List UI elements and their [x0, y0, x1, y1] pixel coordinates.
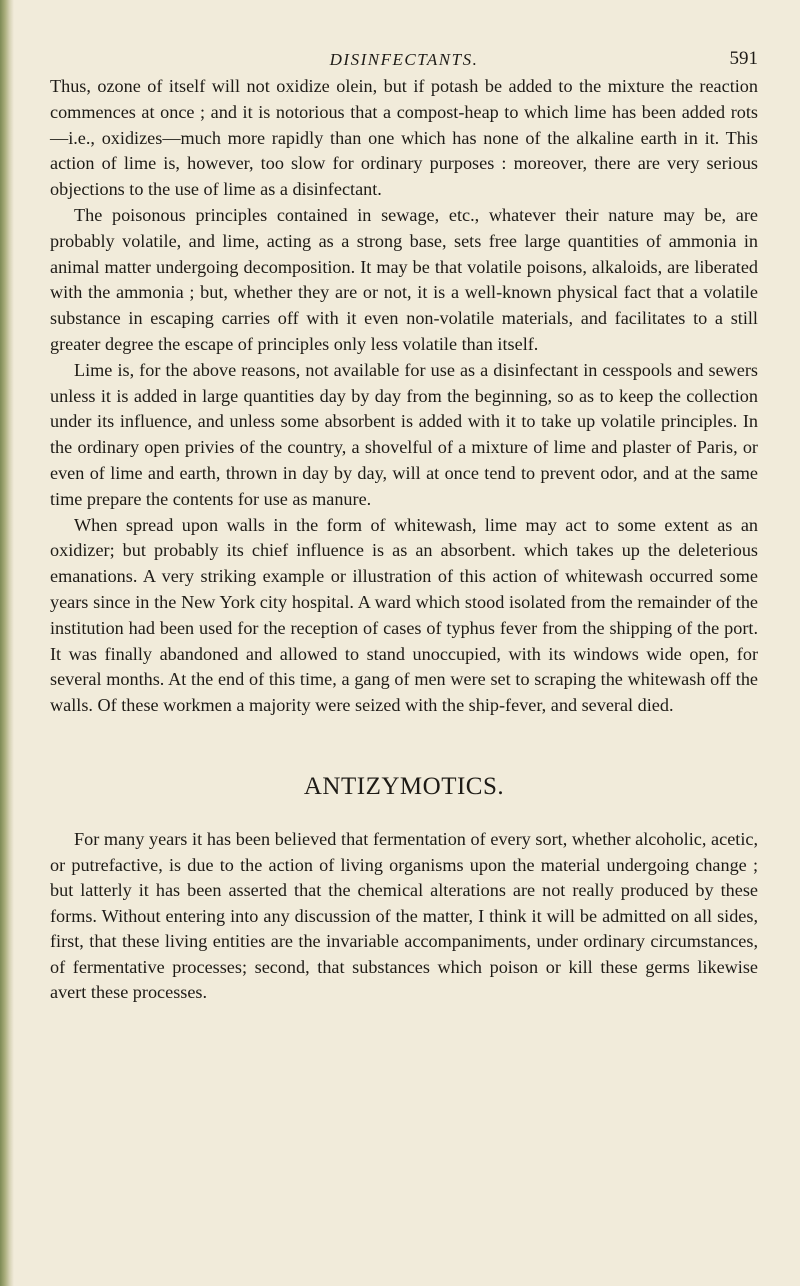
- section-heading: ANTIZYMOTICS.: [303, 772, 505, 800]
- paragraph: When spread upon walls in the form of whitewash, lime may act to some extent as an oxidizer; but probably its chief influence is as an absorbent. which takes up the deleterious emanations. A very striking example or illustration of this action of whitewash occurred some years since in the New York city hospital. A ward which stood isolated from the remainder of the institution had been used for the reception of cases of typhus fever from the shipping of the port. It was finally abandoned and allowed to stand unoccupied, with its windows wide open, for several months. At the end of this time, a gang of men were set to scraping the whitewash off the walls. Of these workmen a majority were seized with the ship-fever, and several died.: [50, 514, 758, 716]
- paragraph: The poisonous principles contained in sewage, etc., whatever their nature may be, are probably volatile, and lime, acting as a strong base, sets free large quantities of ammonia in animal matter undergoing decomposition. It may be that volatile poisons, alkaloids, are liberated with the ammonia ; but, whether they are or not, it is a well-known physical fact that a volatile substance in escaping carries off with it even non-volatile materials, and facilitates to a still greater degree the escape of principles only less volatile than itself.: [50, 204, 758, 354]
- body-text: [50, 74, 758, 719]
- paragraph: Thus, ozone of itself will not oxidize olein, but if potash be added to the mixture the reaction commences at once ; and it is notorious that a compost-heap to which lime has been added rots—i.e., oxidizes—much more rapidly than one which has none of the alkaline earth in it. This action of lime is, however, too slow for ordinary purposes : moreover, there are very serious objections to the use of lime as a disinfectant.: [50, 76, 758, 200]
- paragraph: For many years it has been believed that fermentation of every sort, whether alcoholic, acetic, or putrefactive, is due to the action of living organisms upon the material undergoing change ; but latterly it has been asserted that the chemical alterations are not really produced by these forms. Without entering into any discussion of the matter, I think it will be admitted on all sides, first, that these living entities are the invariable accompaniments, under ordinary circumstances, of fermentative processes; second, that substances which poison or kill these germs likewise avert these processes.: [50, 828, 758, 1003]
- running-head: [50, 44, 758, 74]
- running-head-title: DISINFECTANTS.: [329, 50, 479, 69]
- section-antizymotics: [50, 773, 758, 1006]
- book-page: [50, 44, 758, 1006]
- binding-edge: [0, 0, 14, 1286]
- paragraph: Lime is, for the above reasons, not available for use as a disinfectant in cesspools and sewers unless it is added in large quantities day by day from the beginning, so as to keep the collection under its influence, and unless some absorbent is added with it to take up volatile principles. In the ordinary open privies of the country, a shovelful of a mixture of lime and plaster of Paris, or even of lime and earth, thrown in day by day, will at once tend to prevent odor, and at the same time prepare the contents for use as manure.: [50, 359, 758, 509]
- page-number: 591: [729, 48, 758, 69]
